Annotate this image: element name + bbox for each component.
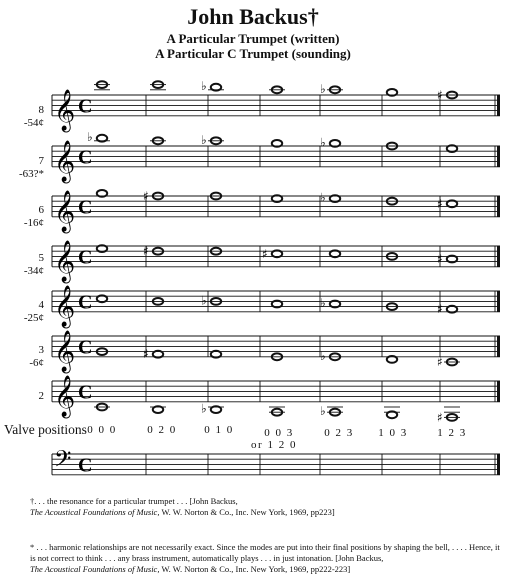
time-signature: C <box>78 196 93 219</box>
sharp-accidental: ♯ <box>437 410 443 425</box>
mode-label-3 <box>0 344 44 370</box>
flat-accidental: ♭ <box>320 81 326 96</box>
valve-combo: 0 2 3 <box>324 427 354 439</box>
flat-accidental: ♭ <box>320 135 326 150</box>
flat-accidental: ♭ <box>201 401 207 416</box>
time-signature: C <box>78 291 93 314</box>
footnote-asterisk-text: * . . . harmonic relationships are not necessarily exact. Since the modes are put into their final positions by shaping the bell, . . . . Hence, it is not correct to think . . . any brass instrument, automatically plays . . . in just intonation. [John Backus, <box>30 542 500 563</box>
sharp-accidental: ♯ <box>437 355 443 369</box>
sharp-accidental: ♯ <box>437 88 443 102</box>
valve-positions-label: Valve positions <box>4 422 87 437</box>
mode-number: 5 <box>38 252 44 264</box>
footnote-dagger-source-title: The Acoustical Foundations of Music, <box>30 507 160 517</box>
footnote-asterisk <box>30 542 500 575</box>
bass-clef: 𝄢 <box>54 446 72 478</box>
valve-combo: 0 0 0 <box>87 424 117 436</box>
time-signature: C <box>78 246 93 269</box>
valve-combo: 0 2 0 <box>147 424 177 436</box>
flat-accidental: ♭ <box>201 132 207 147</box>
treble-clef: 𝄞 <box>54 330 76 372</box>
mode-cents: -63?* <box>18 168 44 180</box>
flat-accidental: ♭ <box>320 190 326 205</box>
treble-clef: 𝄞 <box>54 240 76 282</box>
page-title: John Backus† <box>187 4 319 29</box>
mode-label-6 <box>0 204 44 230</box>
valve-combo-alternate: or 1 2 0 <box>251 439 297 451</box>
mode-label-5 <box>0 252 44 278</box>
time-signature: C <box>78 454 93 477</box>
valve-combo: 0 0 3 <box>264 427 294 439</box>
valve-combo: 1 2 3 <box>437 427 467 439</box>
treble-clef: 𝄞 <box>54 89 76 131</box>
sharp-accidental: ♯ <box>437 252 443 266</box>
sharp-accidental: ♯ <box>143 244 149 259</box>
sharp-accidental: ♯ <box>262 246 268 261</box>
flat-accidental: ♭ <box>320 296 326 310</box>
treble-clef: 𝄞 <box>54 190 76 232</box>
footnote-dagger-source-rest: W. W. Norton & Co., Inc. New York, 1969, pp223] <box>159 507 335 517</box>
time-signature: C <box>78 95 93 118</box>
mode-number: 3 <box>38 344 44 356</box>
subtitle-written: A Particular Trumpet (written) <box>166 31 340 46</box>
mode-label-8 <box>0 104 44 130</box>
mode-label-4 <box>0 299 44 325</box>
sharp-accidental: ♯ <box>143 347 149 362</box>
flat-accidental: ♭ <box>201 79 207 94</box>
treble-clef: 𝄞 <box>54 285 76 327</box>
time-signature: C <box>78 336 93 359</box>
sharp-accidental: ♯ <box>437 196 443 211</box>
mode-label-7 <box>0 155 44 181</box>
flat-accidental: ♭ <box>320 348 326 363</box>
subtitle-sounding: A Particular C Trumpet (sounding) <box>155 46 351 61</box>
valve-combo: 0 1 0 <box>204 424 234 436</box>
flat-accidental: ♭ <box>320 404 326 419</box>
valve-combo: 1 0 3 <box>378 427 408 439</box>
mode-number: 6 <box>38 204 44 216</box>
footnote-asterisk-source-rest: W. W. Norton & Co., Inc. New York, 1969, pp222-223] <box>159 564 351 574</box>
treble-clef: 𝄞 <box>54 375 76 417</box>
mode-number: 4 <box>38 299 44 311</box>
sharp-accidental: ♯ <box>437 302 443 317</box>
mode-cents: -6¢ <box>29 357 44 369</box>
mode-cents: -34¢ <box>23 265 44 277</box>
mode-cents: -16¢ <box>23 217 44 229</box>
time-signature: C <box>78 381 93 404</box>
mode-number: 8 <box>38 104 44 116</box>
mode-number: 2 <box>38 390 44 402</box>
mode-cents: -54¢ <box>23 117 44 129</box>
footnote-dagger <box>30 496 500 518</box>
mode-cents: -25¢ <box>23 312 44 324</box>
mode-label-2 <box>0 390 44 403</box>
treble-clef: 𝄞 <box>54 140 76 182</box>
mode-number: 7 <box>38 155 44 167</box>
sharp-accidental: ♯ <box>143 189 149 203</box>
footnote-asterisk-source-title: The Acoustical Foundations of Music, <box>30 564 160 574</box>
flat-accidental: ♭ <box>201 293 207 308</box>
footnote-dagger-text: †. . . the resonance for a particular trumpet . . . [John Backus, <box>30 496 238 506</box>
flat-accidental: ♭ <box>87 130 93 145</box>
time-signature: C <box>78 146 93 169</box>
